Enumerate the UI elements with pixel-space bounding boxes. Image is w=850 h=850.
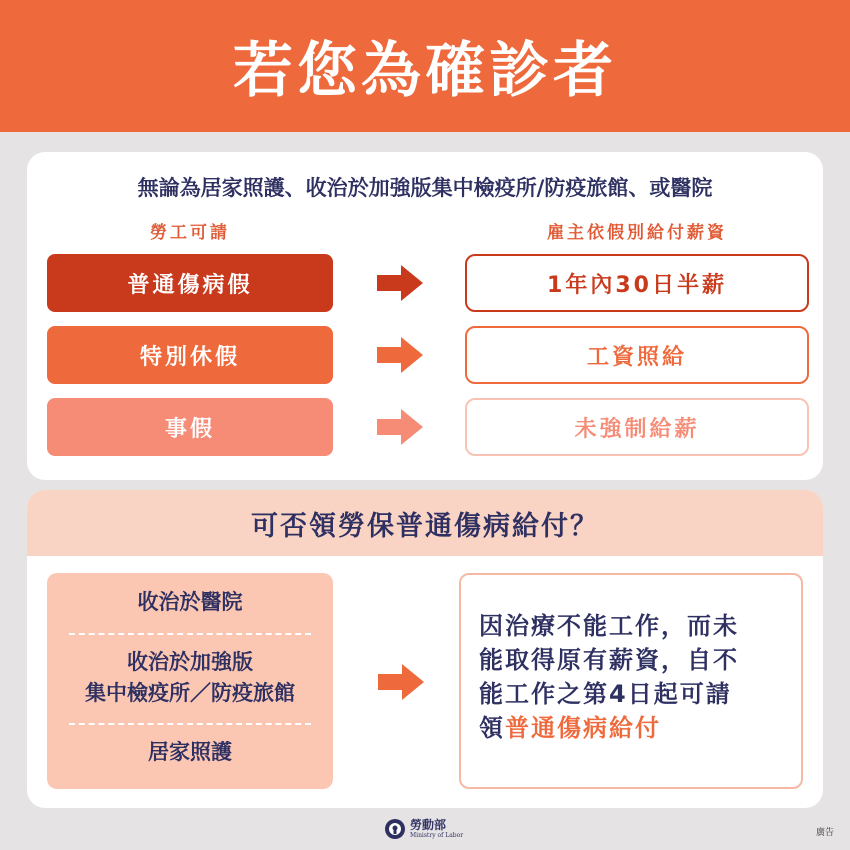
- right-column-label: 雇主依假別給付薪資: [547, 223, 727, 243]
- answer-highlight: 普通傷病給付: [505, 714, 661, 742]
- pay-personal: 未強制給薪: [465, 398, 809, 456]
- location-quarantine-line2: 集中檢疫所／防疫旅館: [85, 681, 295, 705]
- answer-line: 能工作之第4日起可請: [479, 680, 732, 708]
- treatment-location-box: [47, 573, 333, 789]
- ministry-emblem-icon: [384, 818, 406, 840]
- divider: [69, 633, 311, 635]
- benefit-answer: [479, 609, 785, 745]
- divider: [69, 723, 311, 725]
- header-banner: [0, 0, 850, 132]
- benefit-card: [27, 490, 823, 808]
- ministry-logo: [384, 816, 463, 842]
- benefit-question: 可否領勞保普通傷病給付？: [27, 490, 823, 556]
- arrow-right-icon: [377, 263, 423, 303]
- leave-type-annual: 特別休假: [47, 326, 333, 384]
- ministry-logo-text: [410, 819, 463, 839]
- leave-card-subtitle: 無論為居家照護、收治於加強版集中檢疫所/防疫旅館、或醫院: [137, 176, 713, 200]
- answer-line: 能取得原有薪資，自不: [479, 646, 739, 674]
- leave-type-sick: 普通傷病假: [47, 254, 333, 312]
- pay-annual: 工資照給: [465, 326, 809, 384]
- answer-line: [479, 711, 785, 745]
- location-quarantine-line1: 收治於加強版: [127, 650, 253, 674]
- benefit-answer-box: [459, 573, 803, 789]
- arrow-right-icon: [377, 335, 423, 375]
- location-hospital: 收治於醫院: [137, 590, 243, 614]
- location-home-care: 居家照護: [148, 740, 232, 764]
- arrow-right-icon: [378, 662, 424, 702]
- ministry-name-cn: 勞動部: [410, 818, 447, 832]
- pay-sick: 1年內30日半薪: [465, 254, 809, 312]
- ministry-name-en: Ministry of Labor: [410, 832, 464, 839]
- leave-card: [27, 152, 823, 480]
- page-title: 若您為確診者: [233, 36, 617, 106]
- answer-line: 因治療不能工作，而未: [479, 612, 739, 640]
- ad-label: 廣告: [815, 828, 834, 838]
- left-column-label: 勞工可請: [150, 223, 230, 243]
- arrow-right-icon: [377, 407, 423, 447]
- leave-type-personal: 事假: [47, 398, 333, 456]
- answer-text: 領: [479, 714, 505, 742]
